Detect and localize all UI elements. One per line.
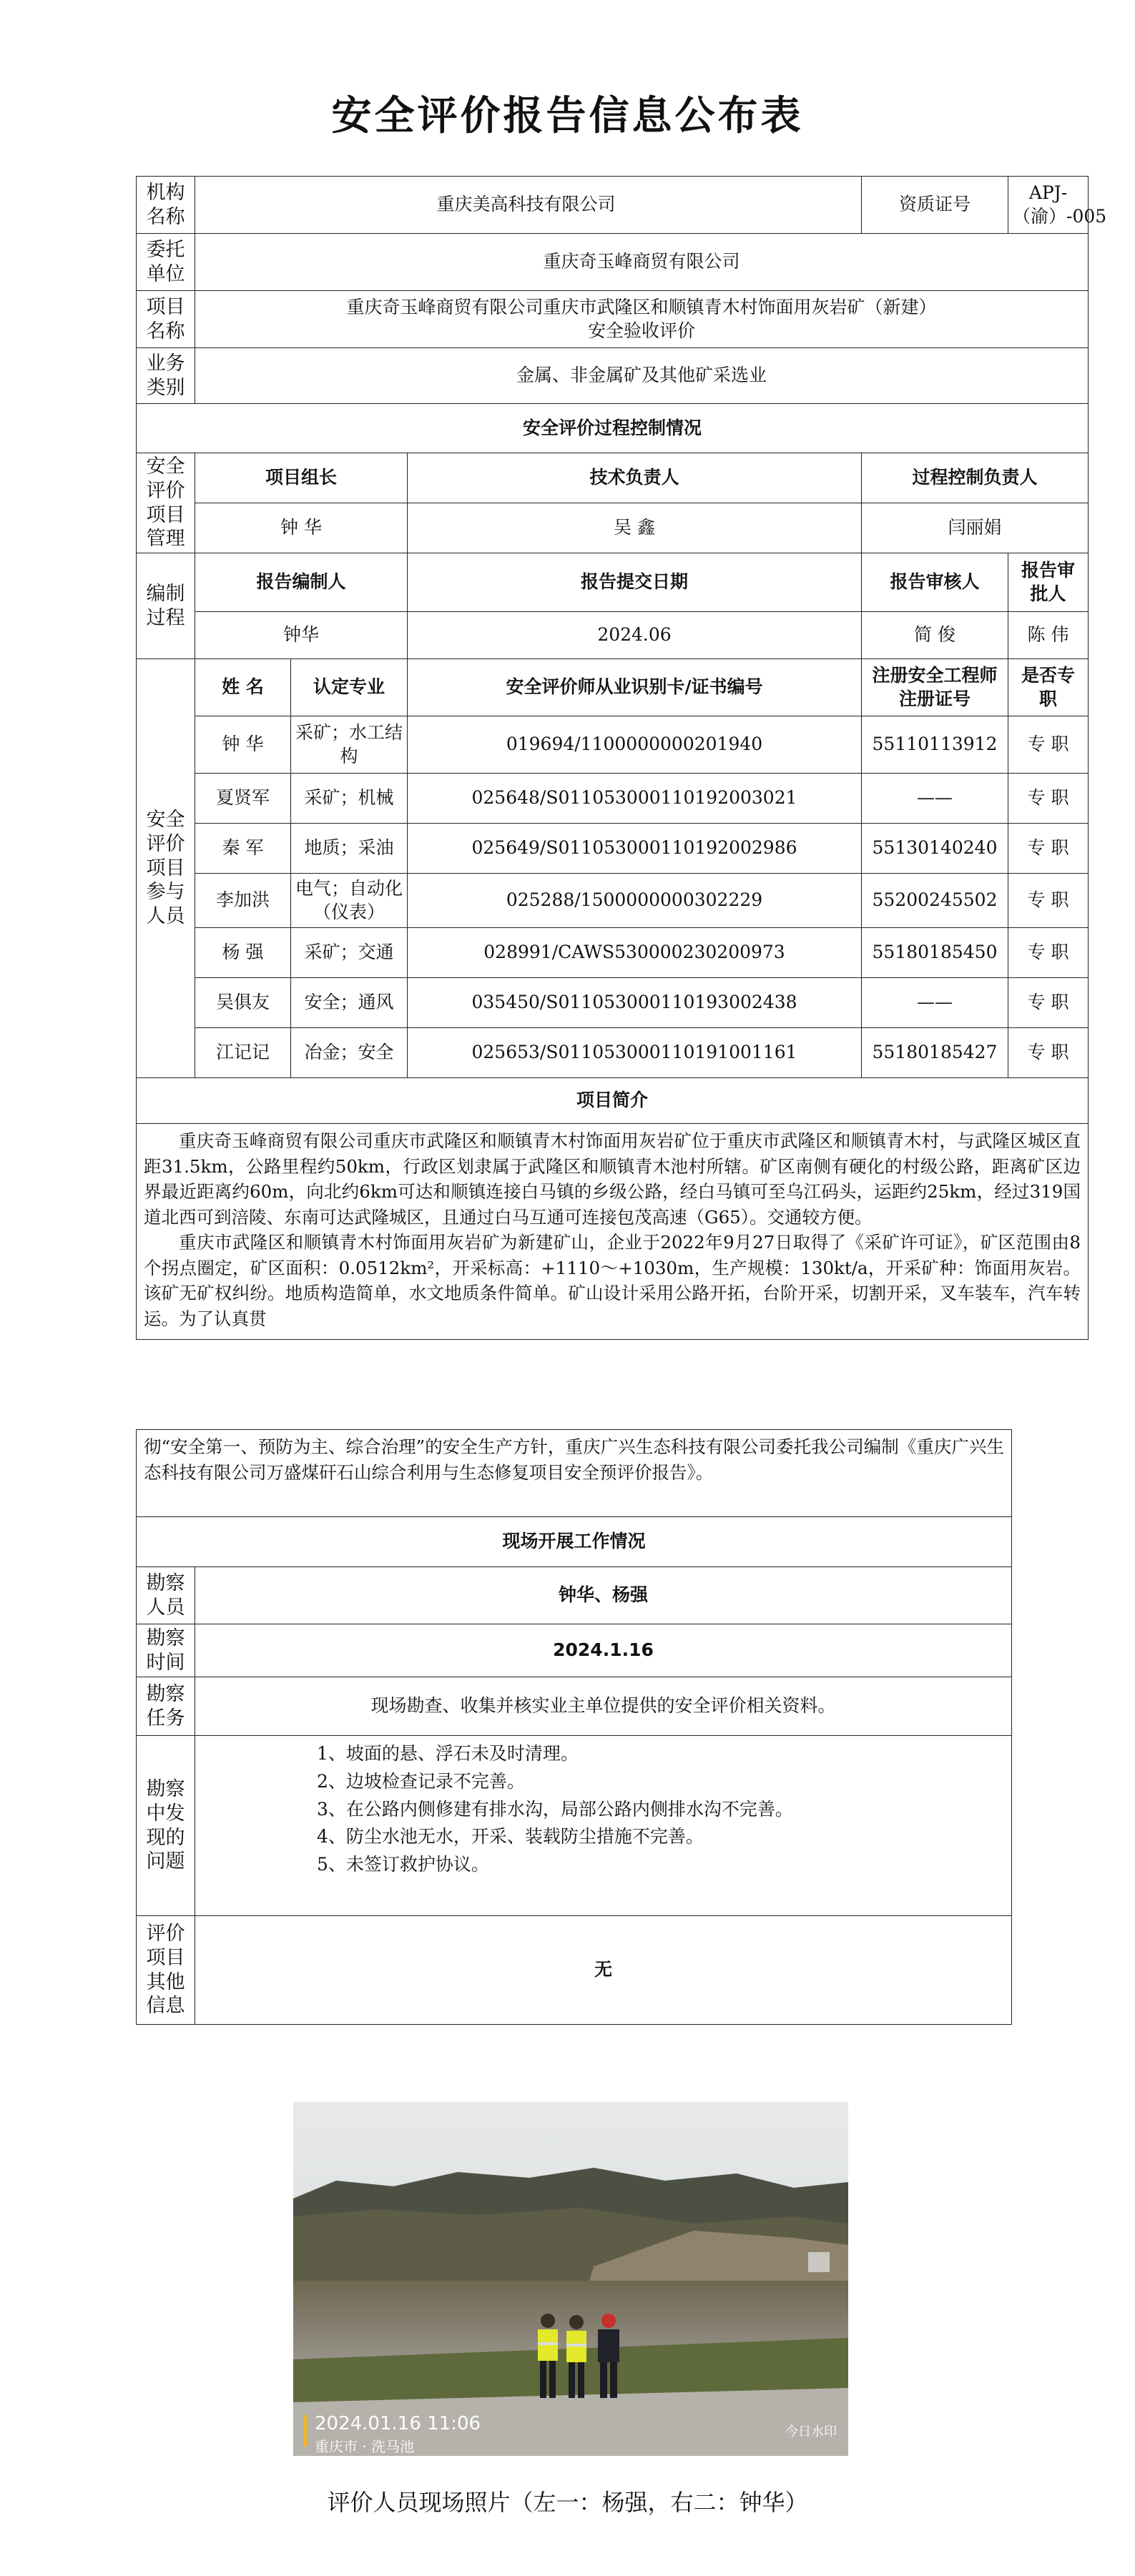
site-other-value: 无 <box>195 1916 1012 2025</box>
staff-name: 钟 华 <box>195 716 291 774</box>
site-header: 现场开展工作情况 <box>137 1517 1012 1567</box>
project-value <box>195 291 1089 348</box>
cert-label: 资质证号 <box>862 177 1008 234</box>
staff-major: 安全；通风 <box>291 978 408 1028</box>
mgmt-header-leader: 项目组长 <box>195 453 408 503</box>
project-label: 项目名称 <box>137 291 195 348</box>
staff-major: 地质；采油 <box>291 824 408 874</box>
site-staff-value: 钟华、杨强 <box>195 1567 1012 1624</box>
compile-header-date: 报告提交日期 <box>408 553 862 612</box>
staff-reg: —— <box>862 978 1008 1028</box>
process-header: 安全评价过程控制情况 <box>137 404 1089 453</box>
table-row <box>137 874 1089 928</box>
table-row <box>137 1028 1089 1078</box>
staff-major: 冶金；安全 <box>291 1028 408 1078</box>
list-item: 4、防尘水池无水，开采、装载防尘措施不完善。 <box>317 1826 704 1847</box>
staff-name: 李加洪 <box>195 874 291 928</box>
site-photo-scene <box>293 2102 848 2456</box>
compile-value-date: 2024.06 <box>408 612 862 659</box>
management-label: 安全评价项目管理 <box>137 453 195 553</box>
staff-name: 江记记 <box>195 1028 291 1078</box>
mgmt-value-control: 闫丽娟 <box>862 503 1089 553</box>
site-time-label: 勘察时间 <box>137 1624 195 1677</box>
staff-card: 025288/1500000000302229 <box>408 874 862 928</box>
list-item: 1、坡面的悬、浮石未及时清理。 <box>317 1743 579 1764</box>
project-value-line1: 重庆奇玉峰商贸有限公司重庆市武隆区和顺镇青木村饰面用灰岩矿（新建） <box>346 297 937 317</box>
staff-card: 025649/S011053000110192002986 <box>408 824 862 874</box>
staff-header-name: 姓 名 <box>195 659 291 716</box>
compile-header-approver: 报告审批人 <box>1008 553 1089 612</box>
staff-name: 秦 军 <box>195 824 291 874</box>
staff-reg: —— <box>862 774 1008 824</box>
intro-continued <box>137 1430 1012 1517</box>
mgmt-value-leader: 钟 华 <box>195 503 408 553</box>
staff-major: 采矿；水工结构 <box>291 716 408 774</box>
intro-paragraph-3: 彻“安全第一、预防为主、综合治理”的安全生产方针，重庆广兴生态科技有限公司委托我公司编制《重庆广兴生态科技有限公司万盛煤矸石山综合利用与生态修复项目安全预评价报告》。 <box>144 1436 1005 1483</box>
site-task-value: 现场勘查、收集并核实业主单位提供的安全评价相关资料。 <box>195 1677 1012 1736</box>
site-issues-label: 勘察中发现的问题 <box>137 1736 195 1916</box>
staff-fulltime: 专 职 <box>1008 1028 1089 1078</box>
table-row <box>137 978 1089 1028</box>
photo-caption: 评价人员现场照片（左一：杨强，右二：钟华） <box>327 2489 808 2516</box>
staff-fulltime: 专 职 <box>1008 824 1089 874</box>
staff-fulltime: 专 职 <box>1008 774 1089 824</box>
intro-paragraph-2: 重庆市武隆区和顺镇青木村饰面用灰岩矿为新建矿山，企业于2022年9月27日取得了《采矿许可证》，矿区范围由8个拐点圈定，矿区面积：0.0512km²，开采标高：+1110～+1030m，生产规模：130kt/a，开采矿种：饰面用灰岩。该矿无矿权纠纷。地质构造简单，水文地质条件简单。矿山设计采用公路开拓，台阶开采，切割开采，叉车装车，汽车转运。为了认真贯 <box>144 1232 1081 1329</box>
staff-major: 采矿；交通 <box>291 928 408 978</box>
table-row <box>137 824 1089 874</box>
staff-major: 采矿；机械 <box>291 774 408 824</box>
client-label: 委托单位 <box>137 234 195 291</box>
compile-header-author: 报告编制人 <box>195 553 408 612</box>
mgmt-header-control: 过程控制负责人 <box>862 453 1089 503</box>
table-row <box>137 774 1089 824</box>
staff-card: 025648/S011053000110192003021 <box>408 774 862 824</box>
staff-major: 电气；自动化（仪表） <box>291 874 408 928</box>
intro-header: 项目简介 <box>137 1078 1089 1124</box>
staff-header-reg: 注册安全工程师注册证号 <box>862 659 1008 716</box>
business-value: 金属、非金属矿及其他矿采选业 <box>195 348 1089 404</box>
project-value-line2: 安全验收评价 <box>588 320 696 341</box>
site-time-value: 2024.1.16 <box>195 1624 1012 1677</box>
staff-fulltime: 专 职 <box>1008 928 1089 978</box>
list-item: 2、边坡检查记录不完善。 <box>317 1770 525 1792</box>
staff-card: 028991/CAWS530000230200973 <box>408 928 862 978</box>
staff-card: 025653/S011053000110191001161 <box>408 1028 862 1078</box>
staff-fulltime: 专 职 <box>1008 874 1089 928</box>
photo-watermark: 今日水印 <box>785 2424 837 2439</box>
compile-value-approver: 陈 伟 <box>1008 612 1089 659</box>
intro-body <box>137 1124 1089 1340</box>
staff-reg: 55180185427 <box>862 1028 1008 1078</box>
staff-name: 夏贤军 <box>195 774 291 824</box>
staff-card: 035450/S011053000110193002438 <box>408 978 862 1028</box>
site-staff-label: 勘察人员 <box>137 1567 195 1624</box>
compile-value-author: 钟华 <box>195 612 408 659</box>
list-item: 5、未签订救护协议。 <box>317 1854 489 1875</box>
staff-reg: 55110113912 <box>862 716 1008 774</box>
photo-location: 重庆市 · 洗马池 <box>315 2438 415 2455</box>
business-label: 业务类别 <box>137 348 195 404</box>
compile-value-reviewer: 简 俊 <box>862 612 1008 659</box>
mgmt-header-tech: 技术负责人 <box>408 453 862 503</box>
staff-reg: 55200245502 <box>862 874 1008 928</box>
list-item: 3、在公路内侧修建有排水沟，局部公路内侧排水沟不完善。 <box>317 1798 793 1820</box>
client-value: 重庆奇玉峰商贸有限公司 <box>195 234 1089 291</box>
page-title: 安全评价报告信息公布表 <box>331 93 804 139</box>
info-table-main <box>136 176 1107 1340</box>
staff-name: 杨 强 <box>195 928 291 978</box>
staff-fulltime: 专 职 <box>1008 978 1089 1028</box>
staff-reg: 55130140240 <box>862 824 1008 874</box>
cert-value: APJ-（渝）-005 <box>1008 177 1089 234</box>
photo-timestamp: 2024.01.16 11:06 <box>315 2413 481 2434</box>
staff-header-card: 安全评价师从业识别卡/证书编号 <box>408 659 862 716</box>
site-issues-list <box>195 1736 1012 1916</box>
org-label: 机构名称 <box>137 177 195 234</box>
compile-header-reviewer: 报告审核人 <box>862 553 1008 612</box>
staff-card: 019694/1100000000201940 <box>408 716 862 774</box>
info-table-continued <box>136 1429 1012 2025</box>
site-other-label: 评价项目其他信息 <box>137 1916 195 2025</box>
site-task-label: 勘察任务 <box>137 1677 195 1736</box>
site-photo <box>293 2102 848 2456</box>
intro-paragraph-1: 重庆奇玉峰商贸有限公司重庆市武隆区和顺镇青木村饰面用灰岩矿位于重庆市武隆区和顺镇青木村，与武隆区城区直距31.5km，公路里程约50km，行政区划隶属于武隆区和顺镇青木池村所辖。矿区南侧有硬化的村级公路，距离矿区边界最近距离约60m，向北约6km可达和顺镇连接白马镇的乡级公路，经白马镇可至乌江码头，运距约25km，经过319国道北西可到涪陵、东南可达武隆城区，且通过白马互通可连接包茂高速（G65）。交通较方便。 <box>144 1130 1081 1228</box>
staff-label: 安全评价项目参与人员 <box>137 659 195 1078</box>
compile-label: 编制过程 <box>137 553 195 659</box>
table-row <box>137 716 1089 774</box>
staff-reg: 55180185450 <box>862 928 1008 978</box>
mgmt-value-tech: 吴 鑫 <box>408 503 862 553</box>
org-value: 重庆美高科技有限公司 <box>195 177 862 234</box>
table-row <box>137 928 1089 978</box>
staff-header-fulltime: 是否专职 <box>1008 659 1089 716</box>
staff-fulltime: 专 职 <box>1008 716 1089 774</box>
staff-header-major: 认定专业 <box>291 659 408 716</box>
staff-name: 吴俱友 <box>195 978 291 1028</box>
